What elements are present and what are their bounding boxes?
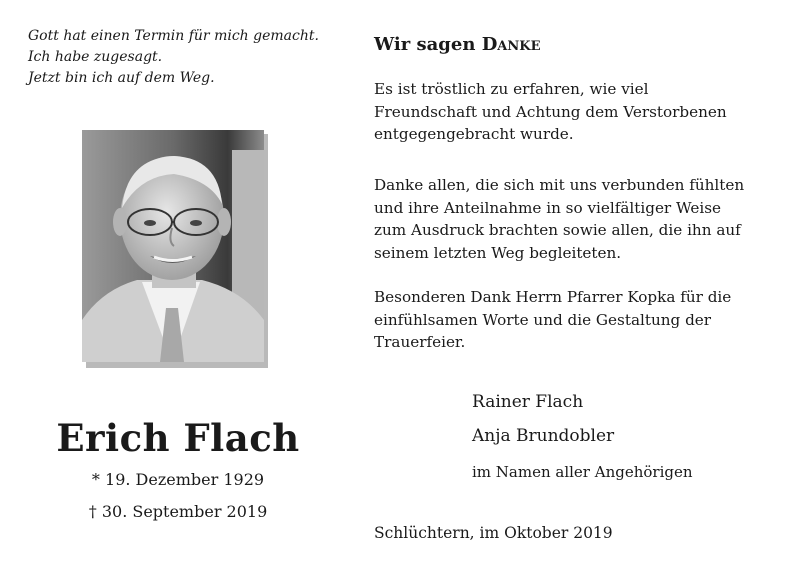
signatory-name: Rainer Flach	[472, 392, 584, 412]
place-and-date: Schlüchtern, im Oktober 2019	[374, 524, 613, 542]
death-date-line	[20, 502, 336, 521]
deceased-name: Erich Flach	[56, 416, 300, 460]
verse-line: Gott hat einen Termin für mich gemacht.	[28, 28, 319, 44]
thanks-heading-emphasis: Danke	[481, 34, 541, 55]
paragraph-line: Freundschaft und Achtung dem Verstorbenen	[374, 102, 727, 121]
birth-date-line	[20, 470, 336, 489]
signatory-name: Anja Brundobler	[472, 426, 615, 446]
paragraph-line: Besonderen Dank Herrn Pfarrer Kopka für die	[374, 288, 732, 306]
death-date: 30. September 2019	[101, 502, 268, 521]
paragraph-line: und ihre Anteilnahme in so vielfältiger Weise	[374, 198, 722, 217]
paragraph-line: Trauerfeier.	[374, 333, 466, 351]
thanks-heading-prefix: Wir sagen	[374, 34, 482, 55]
paragraph-line: seinem letzten Weg begleiteten.	[374, 243, 622, 262]
birth-star-icon: *	[91, 470, 100, 489]
verse-line: Jetzt bin ich auf dem Weg.	[28, 70, 215, 86]
birth-date: 19. Dezember 1929	[105, 470, 265, 489]
thanks-paragraph	[374, 174, 784, 264]
paragraph-line: einfühlsamen Worte und die Gestaltung der	[374, 310, 712, 329]
paragraph-line: Danke allen, die sich mit uns verbunden fühlten	[374, 176, 745, 194]
memorial-verse	[28, 26, 358, 89]
death-cross-icon: †	[88, 502, 97, 521]
paragraph-line: entgegengebracht wurde.	[374, 125, 574, 143]
on-behalf-line: im Namen aller Angehörigen	[472, 463, 693, 481]
portrait-illustration	[82, 130, 264, 362]
thanks-paragraph	[374, 286, 784, 354]
thanks-paragraph	[374, 78, 784, 146]
paragraph-line: Es ist tröstlich zu erfahren, wie viel	[374, 80, 649, 98]
thanks-heading	[374, 34, 540, 55]
portrait-photo	[82, 130, 264, 362]
verse-line: Ich habe zugesagt.	[28, 49, 163, 65]
paragraph-line: zum Ausdruck brachten sowie allen, die ihn auf	[374, 221, 741, 239]
